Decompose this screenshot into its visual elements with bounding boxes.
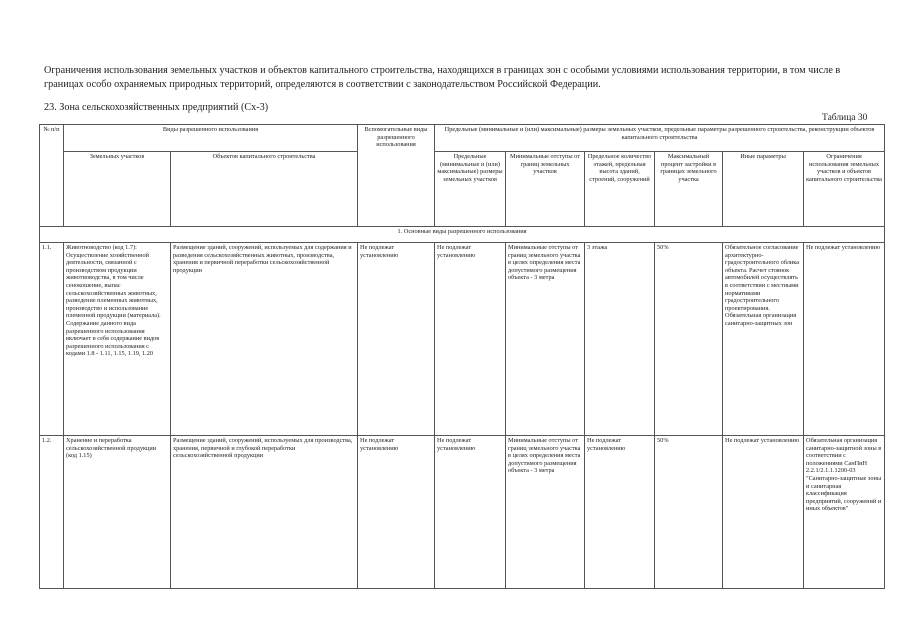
header-params: Предельные (минимальные и (или) максимальные) размеры земельных участков, предельные параметры разрешенного строительства, реконструкции объектов капитального строительства (435, 125, 885, 152)
row-restrictions: Не подлежат установлению (804, 243, 885, 436)
row-aux: Не подлежат установлению (358, 436, 435, 589)
intro-paragraph: Ограничения использования земельных участков и объектов капитального строительства, находящихся в границах зон с особыми условиями использования территории, в том числе в границах особо охраняемых природных территорий, определяются в соответствии с законодательством Российской Федерации. (44, 65, 841, 90)
header-capital-objects: Объектов капитального строительства (171, 152, 358, 227)
row-aux: Не подлежат установлению (358, 243, 435, 436)
zone-title: 23. Зона сельскохозяйственных предприятий (Сх-3) (44, 102, 269, 113)
row-num: 1.1. (40, 243, 64, 436)
regulations-table (39, 124, 885, 589)
row-sizes: Не подлежат установлению (435, 243, 506, 436)
header-restrictions: Ограничения использования земельных участков и объектов капитального строительства (804, 152, 885, 227)
table-caption: Таблица 30 (822, 113, 868, 123)
header-other: Иные параметры (723, 152, 804, 227)
row-restrictions: Обязательная организация санитарно-защитной зоны в соответствии с положениями СанПиН 2.2.1/2.1.1.1200-03 "Санитарно-защитные зоны и санитарная классификация предприятий, сооружений и иных объектов" (804, 436, 885, 589)
header-num: № п/п (40, 125, 64, 227)
row-objects: Размещение зданий, сооружений, используемых для содержания и разведения сельскохозяйственных животных, производства, хранения и первичной переработки сельскохозяйственной продукции (171, 243, 358, 436)
header-coverage: Максимальный процент застройки в границах земельного участка (655, 152, 723, 227)
row-other: Не подлежат установлению (723, 436, 804, 589)
header-setbacks: Минимальные отступы от границ земельных участков (506, 152, 585, 227)
header-row-2 (40, 152, 885, 227)
row-objects: Размещение зданий, сооружений, используемых для производства, хранения, первичной и глубокой переработки сельскохозяйственной продукции (171, 436, 358, 589)
row-land: Хранение и переработка сельскохозяйственной продукции (код 1.15) (64, 436, 171, 589)
section-row (40, 227, 885, 243)
row-coverage: 50% (655, 243, 723, 436)
header-floors: Предельное количество этажей, предельная высота зданий, строений, сооружений (585, 152, 655, 227)
header-row-1 (40, 125, 885, 152)
row-land: Животноводство (код 1.7): Осуществление хозяйственной деятельности, связанной с производством продукции животноводства, в том числе сенокошение, выпас сельскохозяйственных животных, разведение племенных животных, производство и использование племенной продукции (материала). Содержание данного вида разрешенного использования включает в себя содержание видов разрешенного использования с кодами 1.8 - 1.11, 1.15, 1.19, 1.20 (64, 243, 171, 436)
section-label: 1. Основные виды разрешенного использования (40, 227, 885, 243)
row-coverage: 50% (655, 436, 723, 589)
header-sizes: Предельные (минимальные и (или) максимальные) размеры земельных участков (435, 152, 506, 227)
row-setbacks: Минимальные отступы от границ земельного участка в целях определения места допустимого размещения объекта - 3 метра (506, 243, 585, 436)
header-land-plots: Земельных участков (64, 152, 171, 227)
table-row (40, 436, 885, 589)
header-auxiliary: Вспомогательные виды разрешенного использования (358, 125, 435, 227)
table-row (40, 243, 885, 436)
row-num: 1.2. (40, 436, 64, 589)
row-other: Обязательное согласование архитектурно-градостроительного облика объекта. Расчет стоянок автомобилей осуществлять в соответствии с местными нормативами градостроительного проектирования. Обязательная организация санитарно-защитных зон (723, 243, 804, 436)
row-sizes: Не подлежат установлению (435, 436, 506, 589)
row-floors: 3 этажа (585, 243, 655, 436)
header-permitted-uses: Виды разрешенного использования (64, 125, 358, 152)
row-setbacks: Минимальные отступы от границ земельного участка в целях определения места допустимого размещения объекта - 3 метра (506, 436, 585, 589)
row-floors: Не подлежат установлению (585, 436, 655, 589)
